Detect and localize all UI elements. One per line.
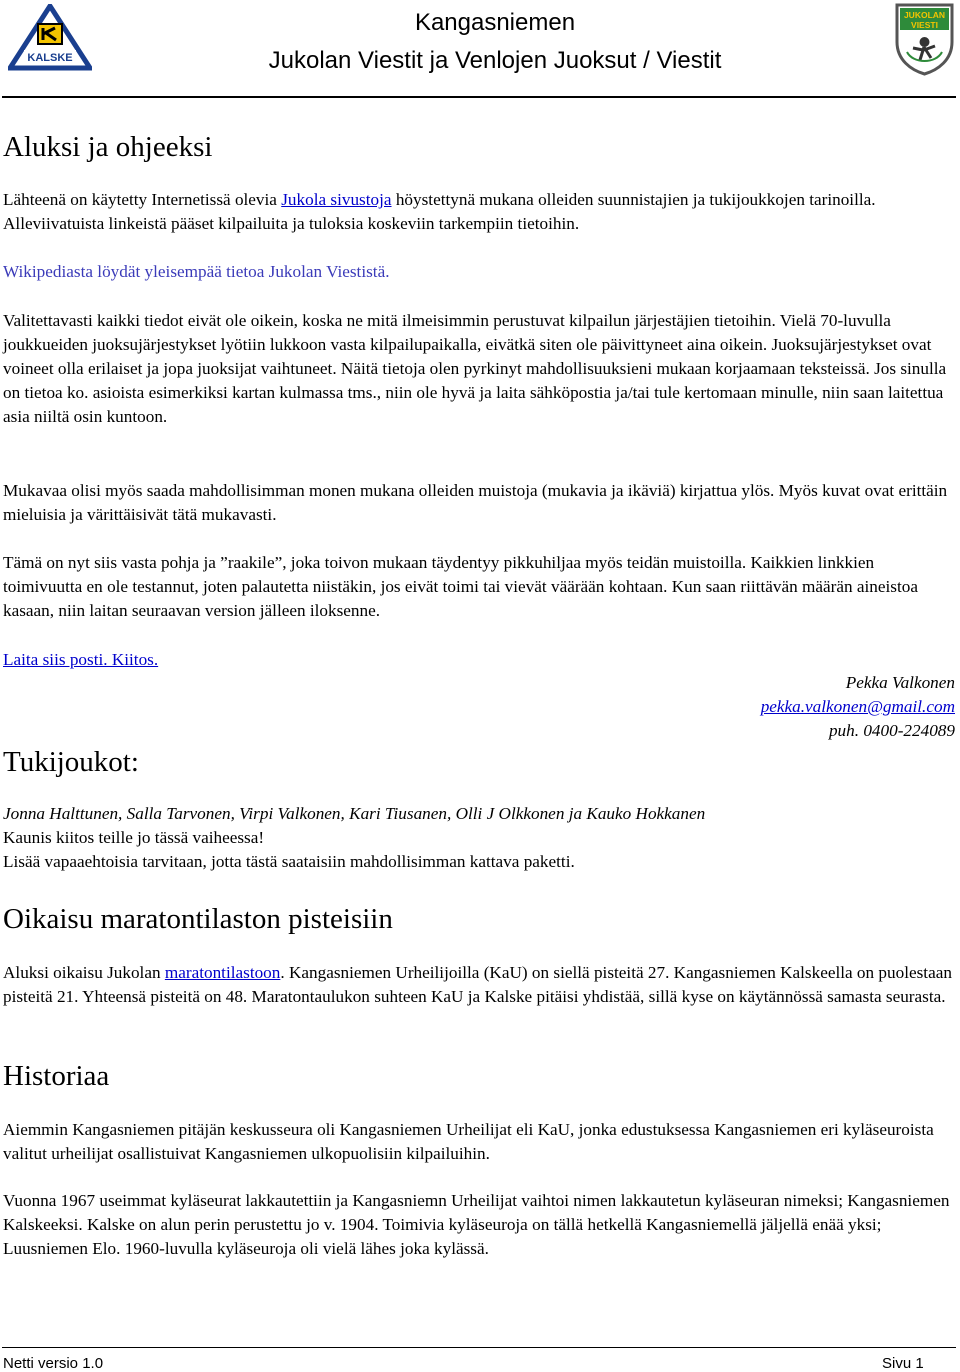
mail-link[interactable]: Laita siis posti. Kiitos. xyxy=(3,650,159,669)
jukolan-viesti-logo xyxy=(893,2,956,76)
support-names: Jonna Halttunen, Salla Tarvonen, Virpi Valkonen, Kari Tiusanen, Olli J Olkkonen ja Kauko Hokkanen xyxy=(3,804,706,823)
signature-name: Pekka Valkonen xyxy=(845,673,955,692)
svg-text:VIESTI: VIESTI xyxy=(911,20,938,30)
jukola-sites-link[interactable]: Jukola sivustoja xyxy=(281,190,392,209)
signature-phone: puh. 0400-224089 xyxy=(828,721,955,740)
intro-paragraph-1: Lähteenä on käytetty Internetissä olevia Jukola sivustoja höystettynä mukana olleiden suunnistajien ja tukijoukkojen tarinoilla. Alleviivatuista linkeistä pääset kilpailuita ja tuloksia koskeviin tarkempiin tietoihin. xyxy=(3,190,876,233)
history-heading: Historiaa xyxy=(3,1060,110,1092)
svg-text:JUKOLAN: JUKOLAN xyxy=(903,10,946,20)
signature xyxy=(761,671,955,743)
wikipedia-link[interactable]: Wikipediasta löydät yleisempää tietoa Jukolan Viestistä. xyxy=(3,262,390,281)
footer-divider xyxy=(2,1347,956,1348)
svg-text:KALSKE: KALSKE xyxy=(27,52,73,64)
header-divider xyxy=(2,96,956,98)
intro-paragraph-4: Tämä on nyt siis vasta pohja ja ”raakile”, joka toivon mukaan täydentyy pikkuhiljaa myös teidän muistoilla. Kaikkien linkkien toimivuutta en ole testannut, joten palautetta niistäkin, jos eivät toimi tai vievät väärään kohtaan. Kun saan riittävän määrän aineistoa kasaan, niin laitan seuraavan version jälleen iloksenne. xyxy=(3,553,918,620)
kalske-logo xyxy=(8,4,92,72)
history-paragraph-1: Aiemmin Kangasniemen pitäjän keskusseura oli Kangasniemen Urheilijat eli KaU, jonka edustuksessa Kangasniemen eri kyläseuroista valitut urheilijat osallistuivat Kangasniemen ulkopuolisiin kilpailuihin. xyxy=(3,1120,934,1163)
intro-paragraph-2: Valitettavasti kaikki tiedot eivät ole oikein, koska ne mitä ilmeisimmin perustuvat kilpailun järjestäjien tietoihin. Vielä 70-luvulla joukkueiden juoksujärjestykset lyötiin lukkoon vasta kilpailupaikalla, eivätkä siten ole päivittyneet aina oikein. Juoksujärjestykset ovat voineet olla erilaiset ja jopa juoksijat vaihtuneet. Näitä tietoja olen pyrkinyt mahdollisuuksieni mukaan korjaamaan teksteissä. Jos sinulla on tietoa ko. asioista esimerkiksi kartan kulmassa tms., niin ole hyvä ja laita sähköpostia ja/tai tule kertomaan minulle, niin saan laitettua asia niiltä osin kuntoon. xyxy=(3,311,947,426)
marathon-stats-link[interactable]: maratontilastoon xyxy=(164,963,281,982)
correction-heading: Oikaisu maratontilaston pisteisiin xyxy=(3,903,393,935)
mail-paragraph xyxy=(3,648,955,672)
support-heading: Tukijoukot: xyxy=(3,746,139,778)
correction-paragraph: Aluksi oikaisu Jukolan maratontilastoon. Kangasniemen Urheilijoilla (KaU) on siellä pisteitä 27. Kangasniemen Kalskeella on puolestaan pisteitä 21. Yhteensä pisteitä on 48. Maratontaulukon suhteen KaU ja Kalske pitäisi yhdistää, sillä kyse on käytännössä samasta seurasta. xyxy=(3,963,952,1006)
support-thanks: Kaunis kiitos teille jo tässä vaiheessa! xyxy=(3,828,265,847)
footer-version: Netti versio 1.0 xyxy=(3,1355,104,1372)
signature-email-link[interactable]: pekka.valkonen@gmail.com xyxy=(760,697,955,716)
intro-wiki-paragraph xyxy=(3,260,955,284)
header-title-line2: Jukolan Viestit ja Venlojen Juoksut / Viestit xyxy=(268,47,722,74)
header-title-line1: Kangasniemen xyxy=(414,9,576,36)
intro-paragraph-3: Mukavaa olisi myös saada mahdollisimman monen mukana olleiden muistoja (mukavia ja ikäviä) kirjattua ylös. Myös kuvat ovat erittäin mieluisia ja värittäisivät tätä mukavasti. xyxy=(3,481,948,524)
history-paragraph-2: Vuonna 1967 useimmat kyläseurat lakkautettiin ja Kangasniemn Urheilijat vaihtoi nimen lakkautetun kyläseuran nimeksi; Kangasniemen Kalskeeksi. Kalske on alun perin perustettu jo v. 1904. Toimivia kyläseuroja on tällä hetkellä Kangasniemellä jäljellä enää yksi; Luusniemen Elo. 1960-luvulla kyläseuroja oli vielä lähes joka kylässä. xyxy=(3,1191,950,1258)
support-more: Lisää vapaaehtoisia tarvitaan, jotta tästä saataisiin mahdollisimman kattava paketti. xyxy=(3,852,575,871)
footer-page-number: Sivu 1 xyxy=(882,1355,924,1372)
intro-heading: Aluksi ja ohjeeksi xyxy=(3,131,213,163)
